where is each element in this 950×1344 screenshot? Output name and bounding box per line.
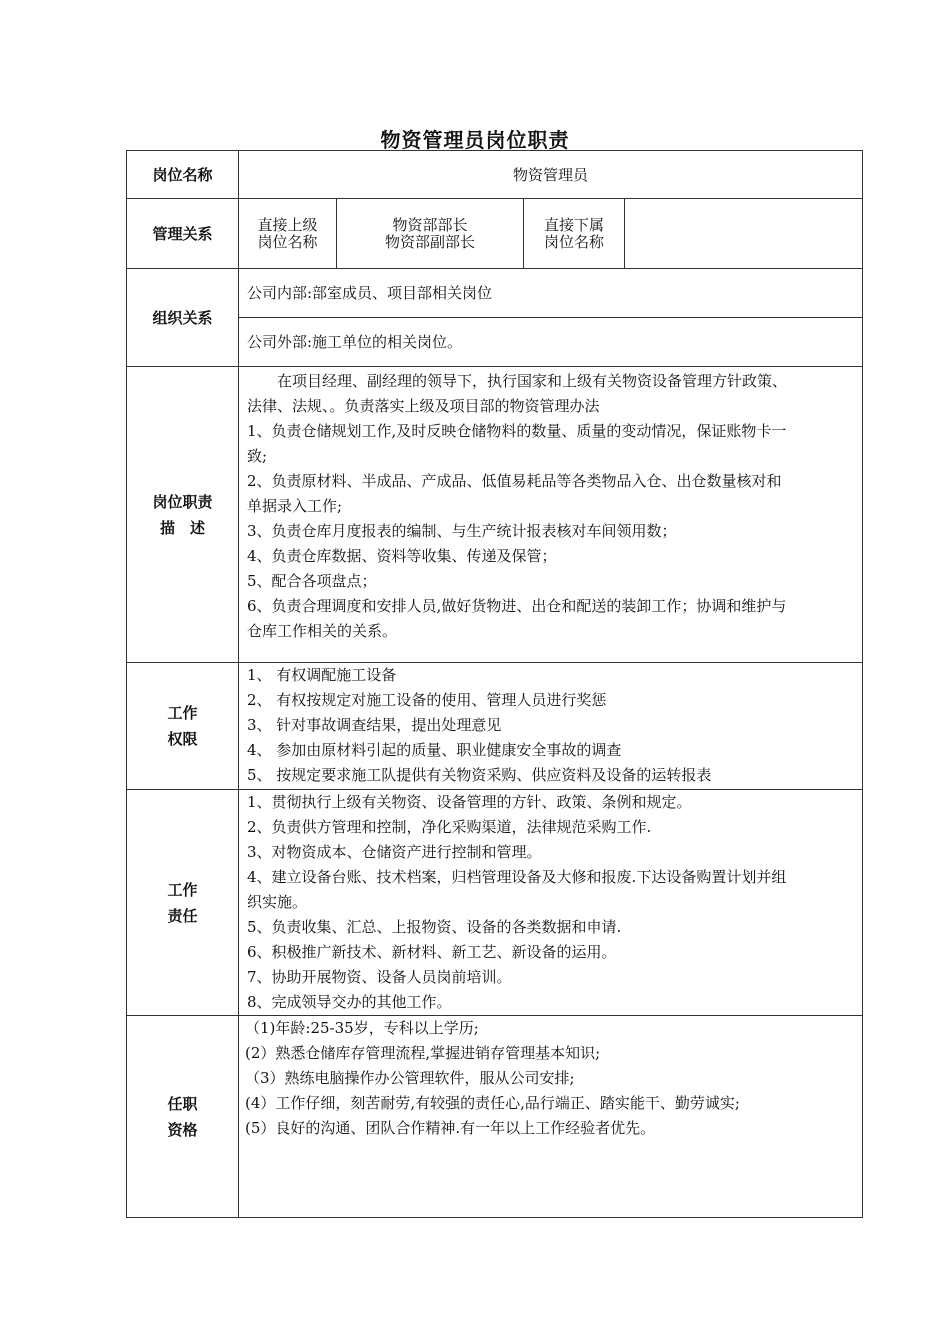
position-name-value: 物资管理员 <box>239 151 863 199</box>
qualification-line: （3）熟练电脑操作办公管理软件，服从公司安排; <box>245 1069 575 1087</box>
position-name-label: 岗位名称 <box>127 151 239 199</box>
authority-content <box>239 663 862 788</box>
superior-value-line-2: 物资部副部长 <box>384 232 475 251</box>
subordinate-label-cell <box>524 199 625 268</box>
duties-line: 5、配合各项盘点； <box>247 572 377 590</box>
row-management <box>127 199 863 269</box>
duties-line: 法律、法规、。负责落实上级及项目部的物资管理办法 <box>247 397 600 415</box>
duties-line: 1、负责仓储规划工作,及时反映仓储物料的数量、质量的变动情况，保证账物卡一 <box>247 422 787 440</box>
duties-label <box>127 367 239 663</box>
responsibility-line: 8、完成领导交办的其他工作。 <box>247 993 452 1011</box>
authority-line: 5、 按规定要求施工队提供有关物资采购、供应资料及设备的运转报表 <box>247 766 712 784</box>
responsibility-line: 织实施。 <box>247 893 308 911</box>
row-authority <box>127 663 863 790</box>
qualification-label-line-1: 任职 <box>167 1094 198 1113</box>
responsibility-label-line-1: 工作 <box>167 880 198 899</box>
organization-internal: 公司内部:部室成员、项目部相关岗位 <box>239 269 862 317</box>
qualification-label-line-2: 资格 <box>167 1120 198 1139</box>
row-duties <box>127 367 863 663</box>
qualification-line: (5）良好的沟通、团队合作精神.有一年以上工作经验者优先。 <box>245 1119 656 1137</box>
superior-value-cell <box>337 199 524 268</box>
management-label: 管理关系 <box>127 199 239 269</box>
job-description-table <box>126 150 863 1218</box>
qualification-content <box>239 1016 862 1141</box>
subordinate-label-line-2: 岗位名称 <box>543 232 604 251</box>
organization-cell <box>239 269 863 367</box>
organization-external: 公司外部:施工单位的相关岗位。 <box>247 333 463 352</box>
duties-line: 在项目经理、副经理的领导下，执行国家和上级有关物资设备管理方针政策、 <box>247 372 788 390</box>
duties-line: 4、负责仓库数据、资料等收集、传递及保管； <box>247 547 557 565</box>
superior-value-line-1: 物资部部长 <box>392 215 468 234</box>
subordinate-value-cell <box>625 199 863 268</box>
authority-label-line-1: 工作 <box>167 704 198 722</box>
superior-label-line-1: 直接上级 <box>257 215 318 234</box>
responsibility-content <box>239 790 862 1015</box>
duties-line: 3、负责仓库月度报表的编制、与生产统计报表核对车间领用数； <box>247 522 677 540</box>
qualification-line: (2）熟悉仓储库存管理流程,掌握进销存管理基本知识; <box>245 1044 601 1062</box>
duties-line: 仓库工作相关的关系。 <box>247 622 398 640</box>
responsibility-line: 4、建立设备台账、技术档案，归档管理设备及大修和报废.下达设备购置计划并组 <box>247 868 787 886</box>
responsibility-label-line-2: 责任 <box>167 906 198 925</box>
management-inner-table <box>239 199 862 268</box>
authority-label-line-2: 权限 <box>167 730 198 748</box>
subordinate-label-line-1: 直接下属 <box>543 215 604 234</box>
row-qualification <box>127 1016 863 1218</box>
responsibility-line: 6、积极推广新技术、新材料、新工艺、新设备的运用。 <box>247 943 617 961</box>
responsibility-line: 2、负责供方管理和控制，净化采购渠道，法律规范采购工作. <box>247 818 652 836</box>
page-title: 物资管理员岗位职责 <box>380 128 570 152</box>
duties-line: 单据录入工作; <box>247 497 343 515</box>
responsibility-label <box>127 790 239 1016</box>
duties-content <box>239 367 862 644</box>
authority-line: 2、 有权按规定对施工设备的使用、管理人员进行奖惩 <box>247 691 607 709</box>
superior-label-cell <box>239 199 337 268</box>
duties-label-line-2: 描 述 <box>159 518 205 537</box>
duties-cell <box>239 367 863 663</box>
row-responsibility <box>127 790 863 1016</box>
responsibility-line: 5、负责收集、汇总、上报物资、设备的各类数据和申请. <box>247 918 622 936</box>
management-cell <box>239 199 863 269</box>
qualification-cell <box>239 1016 863 1218</box>
qualification-line: （1)年龄:25-35岁，专科以上学历; <box>245 1019 479 1037</box>
organization-sub-table <box>239 269 862 366</box>
responsibility-line: 1、贯彻执行上级有关物资、设备管理的方针、政策、条例和规定。 <box>247 793 692 811</box>
row-position-name <box>127 151 863 199</box>
row-organization <box>127 269 863 367</box>
authority-line: 3、 针对事故调查结果，提出处理意见 <box>247 716 502 734</box>
superior-label-line-2: 岗位名称 <box>257 232 318 251</box>
duties-line: 2、负责原材料、半成品、产成品、低值易耗品等各类物品入仓、出仓数量核对和 <box>247 472 782 490</box>
organization-label: 组织关系 <box>127 269 239 367</box>
authority-line: 4、 参加由原材料引起的质量、职业健康安全事故的调查 <box>247 741 622 759</box>
authority-cell <box>239 663 863 790</box>
duties-line: 致; <box>247 447 268 465</box>
responsibility-line: 3、对物资成本、仓储资产进行控制和管理。 <box>247 843 542 861</box>
authority-line: 1、 有权调配施工设备 <box>247 666 397 684</box>
qualification-line: (4）工作仔细，刻苦耐劳,有较强的责任心,品行端正、踏实能干、勤劳诚实; <box>245 1094 740 1112</box>
duties-line: 6、负责合理调度和安排人员,做好货物进、出仓和配送的装卸工作；协调和维护与 <box>247 597 787 615</box>
qualification-label <box>127 1016 239 1218</box>
authority-label <box>127 663 239 790</box>
duties-label-line-1: 岗位职责 <box>152 492 213 511</box>
responsibility-cell <box>239 790 863 1016</box>
responsibility-line: 7、协助开展物资、设备人员岗前培训。 <box>247 968 512 986</box>
